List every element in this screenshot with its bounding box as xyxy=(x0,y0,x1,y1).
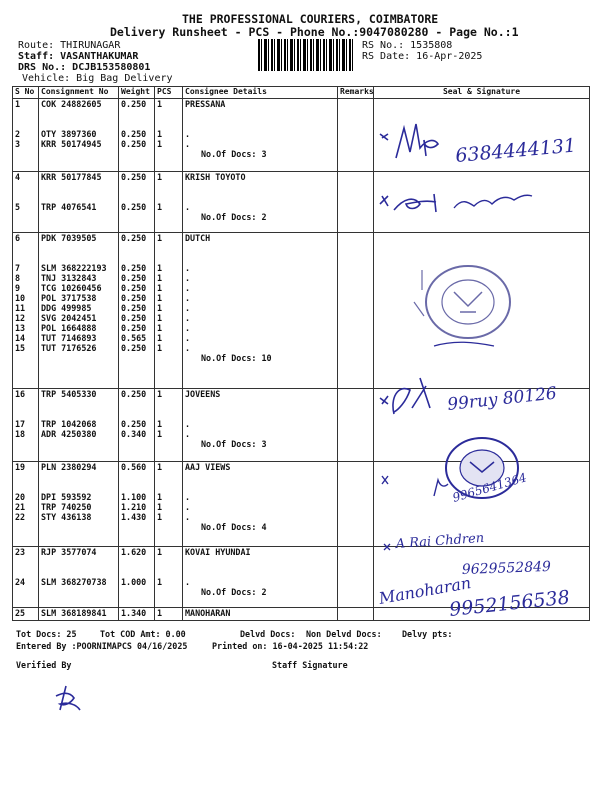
cell-line: TCG 10260456 xyxy=(41,282,102,293)
cell-line: 6 xyxy=(15,232,21,243)
cell-remarks xyxy=(338,99,374,172)
cell-remarks xyxy=(338,389,374,462)
consignee-name: JOVEENS xyxy=(185,389,221,400)
cell-pcs xyxy=(155,607,183,620)
cell-line: 1 xyxy=(157,429,163,440)
cell-consignee xyxy=(183,607,338,620)
cell-line: 0.250 xyxy=(121,342,147,353)
verified-by: Verified By xyxy=(16,660,72,670)
cell-line: 0.250 xyxy=(121,312,147,323)
cell-line xyxy=(15,243,36,253)
cell-line xyxy=(121,182,152,192)
cell-pcs xyxy=(155,99,183,172)
cell-line: 1 xyxy=(157,607,163,618)
cell-line: TRP 5405330 xyxy=(41,389,97,400)
cell-line: 7 xyxy=(15,262,21,273)
consignee-line: . xyxy=(185,332,191,343)
cell-line: 14 xyxy=(15,332,26,343)
cell-line xyxy=(15,192,36,202)
cell-line: 1 xyxy=(157,99,163,109)
cell-line: 1 xyxy=(157,546,163,557)
cell-line xyxy=(121,243,152,253)
cell-remarks xyxy=(338,607,374,620)
verified-initials xyxy=(52,682,88,712)
consignee-line xyxy=(185,182,335,192)
consignee-name: PRESSANA xyxy=(185,99,226,109)
cell-line: 1.100 xyxy=(121,492,147,503)
cell-line: 1.430 xyxy=(121,512,147,523)
cell-line: 18 xyxy=(15,429,26,440)
cell-remarks xyxy=(338,462,374,547)
consignee-line xyxy=(185,243,335,253)
cell-line xyxy=(41,253,116,263)
cell-line: 1 xyxy=(157,312,163,323)
col-seal: Seal & Signature xyxy=(374,87,590,99)
cell-line xyxy=(15,472,36,482)
route-label: Route: THIRUNAGAR xyxy=(18,40,121,51)
staff-label: Staff: VASANTHAKUMAR xyxy=(18,51,139,62)
consignee-name: DUTCH xyxy=(185,232,211,243)
cell-consignment xyxy=(39,232,119,388)
cell-line xyxy=(157,182,180,192)
cell-line: 3 xyxy=(15,139,21,149)
cell-line: 1 xyxy=(157,232,163,243)
cell-line xyxy=(41,482,116,492)
rs-number: RS No.: 1535808 xyxy=(362,40,453,51)
cell-line: 0.250 xyxy=(121,171,147,182)
cell-line xyxy=(41,243,116,253)
docs-count: No.Of Docs: 2 xyxy=(201,586,267,597)
consignee-line: . xyxy=(185,502,191,513)
cell-line: 12 xyxy=(15,312,26,323)
signature-6-name: A Rai Chdren xyxy=(395,530,485,552)
cell-line: 1 xyxy=(157,342,163,353)
cell-line xyxy=(157,192,180,202)
cell-line: 1 xyxy=(157,171,163,182)
cell-weight xyxy=(119,389,155,462)
delvy-pts: Delvy pts: xyxy=(402,629,453,639)
cell-line xyxy=(157,253,180,263)
col-weight: Weight xyxy=(119,87,155,99)
cell-line: 0.250 xyxy=(121,389,147,400)
cell-sno xyxy=(13,607,39,620)
cell-line xyxy=(121,472,152,482)
cell-line: 1 xyxy=(157,462,163,473)
cell-consignee xyxy=(183,232,338,388)
cell-line: 15 xyxy=(15,342,26,353)
cell-line: 0.565 xyxy=(121,332,147,343)
cell-line xyxy=(15,182,36,192)
cell-line: 24 xyxy=(15,576,26,587)
cell-line: 19 xyxy=(15,462,26,473)
cell-line: 22 xyxy=(15,512,26,523)
cell-line: 0.250 xyxy=(121,322,147,333)
cell-line: POL 1664888 xyxy=(41,322,97,333)
staff-signature: Staff Signature xyxy=(272,660,348,670)
cell-line: DDG 499985 xyxy=(41,302,92,313)
signature-7-name: Manoharan xyxy=(377,573,473,608)
docs-count: No.Of Docs: 3 xyxy=(201,149,267,159)
cell-line xyxy=(121,557,152,567)
delvd-docs: Delvd Docs: xyxy=(240,629,296,639)
cell-line: 1 xyxy=(157,332,163,343)
cell-line xyxy=(157,472,180,482)
cell-line xyxy=(157,119,180,129)
cell-line: SLM 368270738 xyxy=(41,576,107,587)
col-remarks: Remarks xyxy=(338,87,374,99)
cell-consignee xyxy=(183,171,338,232)
cell-line xyxy=(121,192,152,202)
consignee-line: . xyxy=(185,282,191,293)
cell-line xyxy=(121,399,152,409)
cell-line xyxy=(121,482,152,492)
cell-consignee xyxy=(183,389,338,462)
cell-line: 13 xyxy=(15,322,26,333)
cell-line: TNJ 3132843 xyxy=(41,272,97,283)
consignee-line: . xyxy=(185,201,191,212)
cell-line xyxy=(15,567,36,577)
consignee-line: . xyxy=(185,576,191,587)
drs-number: DRS No.: DCJB153580801 xyxy=(18,62,151,73)
cell-line: 0.250 xyxy=(121,292,147,303)
cell-remarks xyxy=(338,546,374,607)
signature-6 xyxy=(380,528,590,580)
cell-line: 1 xyxy=(157,419,163,430)
cell-line xyxy=(15,409,36,419)
cell-line: ADR 4250380 xyxy=(41,429,97,440)
cell-consignment xyxy=(39,99,119,172)
cell-line: 11 xyxy=(15,302,26,313)
cell-line xyxy=(41,182,116,192)
cell-line: 1 xyxy=(157,129,163,139)
consignee-name: KRISH TOYOTO xyxy=(185,171,246,182)
docs-count: No.Of Docs: 3 xyxy=(201,439,267,450)
cell-line: 9 xyxy=(15,282,21,293)
cell-line: 1 xyxy=(157,492,163,503)
cell-sno xyxy=(13,389,39,462)
cell-line: 1.210 xyxy=(121,502,147,513)
cell-line xyxy=(41,472,116,482)
cell-line: SVG 2042451 xyxy=(41,312,97,323)
cell-line xyxy=(15,119,36,129)
cell-consignment xyxy=(39,546,119,607)
cell-line: PDK 7039505 xyxy=(41,232,97,243)
docs-count: No.Of Docs: 2 xyxy=(201,211,267,222)
consignee-line: . xyxy=(185,512,191,523)
cell-line: POL 3717538 xyxy=(41,292,97,303)
cell-line xyxy=(157,567,180,577)
cell-line: 0.250 xyxy=(121,99,147,109)
cell-line: TUT 7146893 xyxy=(41,332,97,343)
cell-line: DPI 593592 xyxy=(41,492,92,503)
consignee-line: . xyxy=(185,429,191,440)
consignee-name: AAJ VIEWS xyxy=(185,462,231,473)
cell-line xyxy=(121,409,152,419)
consignee-line xyxy=(185,557,335,567)
cell-line: 0.250 xyxy=(121,232,147,243)
signature-5 xyxy=(380,452,580,512)
cell-line xyxy=(157,409,180,419)
cell-line xyxy=(41,409,116,419)
cell-line: 8 xyxy=(15,272,21,283)
cell-line: 1 xyxy=(157,512,163,523)
cell-line xyxy=(121,119,152,129)
signature-7 xyxy=(377,573,590,628)
cell-consignment xyxy=(39,171,119,232)
consignee-line xyxy=(185,399,335,409)
cell-consignment xyxy=(39,389,119,462)
cell-line: 1 xyxy=(15,99,21,109)
consignee-line xyxy=(185,482,335,492)
consignee-line xyxy=(185,192,335,202)
consignee-line: . xyxy=(185,312,191,323)
cell-line: 1 xyxy=(157,502,163,513)
cell-line xyxy=(15,253,36,263)
consignee-line xyxy=(185,253,335,263)
cell-weight xyxy=(119,171,155,232)
consignee-line xyxy=(185,472,335,482)
consignee-line: . xyxy=(185,419,191,430)
cell-line: 0.340 xyxy=(121,429,147,440)
cell-line xyxy=(15,109,36,119)
cell-line xyxy=(41,567,116,577)
cell-line: 1 xyxy=(157,292,163,303)
cell-line: 1 xyxy=(157,576,163,587)
cell-line: 1 xyxy=(157,322,163,333)
cell-line: 16 xyxy=(15,389,26,400)
cell-sno xyxy=(13,171,39,232)
cell-line: PLN 2380294 xyxy=(41,462,97,473)
consignee-line: . xyxy=(185,302,191,313)
cell-pcs xyxy=(155,171,183,232)
cell-line: 1 xyxy=(157,272,163,283)
runsheet-title: Delivery Runsheet - PCS - Phone No.:9047080280 - Page No.:1 xyxy=(110,25,519,39)
cell-line xyxy=(157,109,180,119)
consignee-name: KOVAI HYUNDAI xyxy=(185,546,251,557)
consignee-line xyxy=(185,119,335,129)
cell-line xyxy=(121,567,152,577)
cell-weight xyxy=(119,99,155,172)
col-pcs: PCS xyxy=(155,87,183,99)
signature-4-phone: 99ruy 80126 xyxy=(446,383,558,415)
cell-line: 10 xyxy=(15,292,26,303)
consignee-line: . xyxy=(185,342,191,353)
consignee-line xyxy=(185,109,335,119)
cell-line: STY 436138 xyxy=(41,512,92,523)
barcode xyxy=(258,39,354,71)
cell-line: TUT 7176526 xyxy=(41,342,97,353)
cell-line: 0.250 xyxy=(121,272,147,283)
cell-line: 1 xyxy=(157,201,163,212)
cell-sno xyxy=(13,99,39,172)
cell-line: 0.250 xyxy=(121,139,147,149)
col-consignment: Consignment No xyxy=(39,87,119,99)
cell-line xyxy=(157,243,180,253)
consignee-line: . xyxy=(185,322,191,333)
cell-line: TRP 4076541 xyxy=(41,201,97,212)
cell-line xyxy=(41,192,116,202)
signature-6-phone: 9629552849 xyxy=(461,558,552,578)
cell-line: COK 24882605 xyxy=(41,99,102,109)
cell-line xyxy=(41,557,116,567)
cell-line: 0.250 xyxy=(121,302,147,313)
cell-remarks xyxy=(338,232,374,388)
signature-1 xyxy=(378,118,588,178)
cell-line: 0.250 xyxy=(121,419,147,430)
cell-line xyxy=(15,399,36,409)
docs-count: No.Of Docs: 10 xyxy=(201,352,272,363)
consignee-line: . xyxy=(185,272,191,283)
cell-consignment xyxy=(39,607,119,620)
cell-sno xyxy=(13,462,39,547)
cell-line: OTY 3897360 xyxy=(41,129,97,139)
cell-line: TRP 1042068 xyxy=(41,419,97,430)
cell-pcs xyxy=(155,462,183,547)
cell-line: 1 xyxy=(157,389,163,400)
cell-line: 0.250 xyxy=(121,129,147,139)
cell-consignee xyxy=(183,99,338,172)
cell-weight xyxy=(119,462,155,547)
cell-line: 1.340 xyxy=(121,607,147,618)
office-stamp-1 xyxy=(414,262,524,352)
tot-cod: Tot COD Amt: 0.00 xyxy=(100,629,186,639)
signature-5-phone: 9965641364 xyxy=(450,470,529,505)
cell-pcs xyxy=(155,546,183,607)
tot-docs: Tot Docs: 25 xyxy=(16,629,77,639)
cell-line xyxy=(157,557,180,567)
cell-line: RJP 3577074 xyxy=(41,546,97,557)
cell-line: KRR 50174945 xyxy=(41,139,102,149)
col-sno: S No xyxy=(13,87,39,99)
cell-line xyxy=(157,399,180,409)
cell-weight xyxy=(119,546,155,607)
cell-line: 0.250 xyxy=(121,262,147,273)
cell-sno xyxy=(13,546,39,607)
consignee-line xyxy=(185,567,335,577)
cell-line: 25 xyxy=(15,607,26,618)
cell-line: 0.250 xyxy=(121,201,147,212)
cell-line xyxy=(121,109,152,119)
consignee-line: . xyxy=(185,262,191,273)
cell-weight xyxy=(119,232,155,388)
vehicle-label: Vehicle: Big Bag Delivery xyxy=(22,73,173,84)
cell-weight xyxy=(119,607,155,620)
table-header-row xyxy=(13,87,590,99)
cell-line: 0.560 xyxy=(121,462,147,473)
cell-line: 17 xyxy=(15,419,26,430)
cell-line xyxy=(41,119,116,129)
col-consignee: Consignee Details xyxy=(183,87,338,99)
consignee-line: . xyxy=(185,129,191,139)
cell-line: 1 xyxy=(157,282,163,293)
entered-by: Entered By :POORNIMAPCS 04/16/2025 xyxy=(16,641,188,651)
cell-line: 1 xyxy=(157,262,163,273)
cell-pcs xyxy=(155,389,183,462)
consignee-line xyxy=(185,409,335,419)
cell-line: 1 xyxy=(157,302,163,313)
cell-line: SLM 368189841 xyxy=(41,607,107,618)
rs-date: RS Date: 16-Apr-2025 xyxy=(362,51,483,62)
cell-line: 20 xyxy=(15,492,26,503)
cell-line: 4 xyxy=(15,171,21,182)
cell-line xyxy=(15,557,36,567)
company-title: THE PROFESSIONAL COURIERS, COIMBATORE xyxy=(182,12,439,26)
cell-pcs xyxy=(155,232,183,388)
signature-4 xyxy=(378,364,578,434)
cell-consignee xyxy=(183,462,338,547)
signature-2 xyxy=(378,182,578,227)
cell-line xyxy=(41,399,116,409)
cell-line: 23 xyxy=(15,546,26,557)
cell-sno xyxy=(13,232,39,388)
cell-line xyxy=(41,109,116,119)
cell-line: 21 xyxy=(15,502,26,513)
signature-7-phone: 9952156538 xyxy=(448,586,571,621)
signature-1-phone: 6384444131 xyxy=(454,134,577,167)
cell-line xyxy=(15,482,36,492)
cell-line xyxy=(157,482,180,492)
cell-line: 0.250 xyxy=(121,282,147,293)
cell-line: KRR 50177845 xyxy=(41,171,102,182)
printed-on: Printed on: 16-04-2025 11:54:22 xyxy=(212,641,369,651)
cell-line: 2 xyxy=(15,129,21,139)
consignee-line: . xyxy=(185,492,191,503)
consignee-line: . xyxy=(185,139,191,149)
cell-line: TRP 740250 xyxy=(41,502,92,513)
consignee-line: . xyxy=(185,292,191,303)
cell-line: 1.000 xyxy=(121,576,147,587)
consignee-name: MANOHARAN xyxy=(185,607,231,618)
cell-line xyxy=(121,253,152,263)
cell-remarks xyxy=(338,171,374,232)
docs-count: No.Of Docs: 4 xyxy=(201,522,267,533)
cell-consignee xyxy=(183,546,338,607)
cell-line: SLM 368222193 xyxy=(41,262,107,273)
cell-line: 1.620 xyxy=(121,546,147,557)
cell-line: 1 xyxy=(157,139,163,149)
cell-line: 5 xyxy=(15,201,21,212)
cell-consignment xyxy=(39,462,119,547)
non-delvd-docs: Non Delvd Docs: xyxy=(306,629,382,639)
